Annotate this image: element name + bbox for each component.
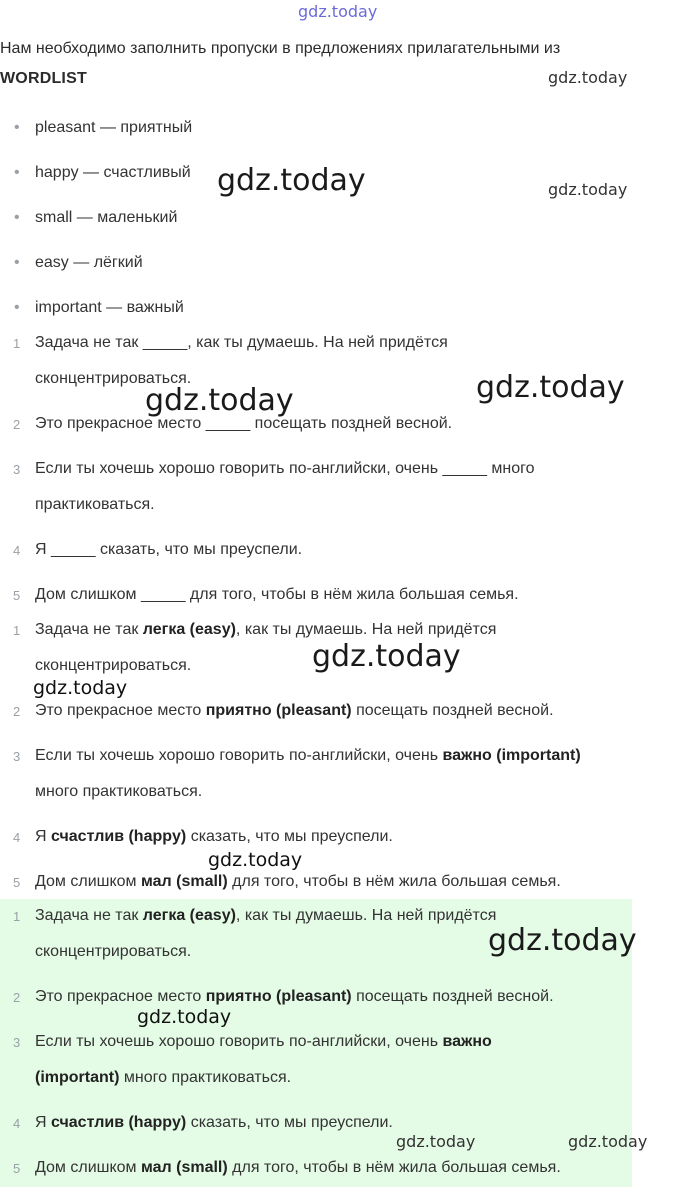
task-item [35, 406, 675, 442]
watermark: gdz.today [312, 639, 461, 674]
wordlist-item: important — важный [35, 299, 184, 316]
wordlist-item: happy — счастливый [35, 164, 191, 181]
task-item [35, 451, 675, 523]
wordlist-item: easy — лёгкий [35, 254, 143, 271]
answer-text: для того, чтобы в нём жила большая семья. [227, 873, 561, 890]
item-number: 3 [13, 462, 21, 477]
item-number: 4 [13, 543, 21, 558]
watermark: gdz.today [488, 923, 637, 958]
answer-word: счастлив (happy) [51, 828, 187, 845]
answer-item [35, 1150, 675, 1186]
answer-text: много практиковаться. [119, 1069, 292, 1086]
task-text: Дом слишком _____ для того, чтобы в нём жила большая семья. [35, 586, 519, 603]
watermark: gdz.today [137, 1006, 232, 1028]
task-item [35, 532, 675, 568]
item-number: 5 [13, 588, 21, 603]
watermark: gdz.today [208, 849, 303, 871]
answer-item [35, 979, 675, 1015]
answer-item [35, 819, 675, 855]
task-text: Задача не так _____, как ты думаешь. На ней придётся [35, 334, 448, 351]
watermark: gdz.today [33, 677, 128, 699]
answer-word: легка (easy) [142, 621, 236, 638]
watermark: gdz.today [396, 1132, 476, 1151]
watermark: gdz.today [548, 68, 628, 87]
answer-word: счастлив (happy) [51, 1114, 187, 1131]
answer-text: много практиковаться. [35, 783, 203, 800]
item-number: 2 [13, 417, 21, 432]
wordlist-label: WORDLIST [0, 70, 87, 87]
watermark: gdz.today [548, 180, 628, 199]
item-number: 5 [13, 875, 21, 890]
answer-text: Это прекрасное место [35, 702, 206, 719]
answer-word: приятно (pleasant) [205, 988, 352, 1005]
answer-text: Задача не так [35, 621, 143, 638]
answer-word: (important) [35, 1069, 120, 1086]
answer-item [35, 738, 675, 810]
answer-text: Я [35, 1114, 51, 1131]
intro-text: Нам необходимо заполнить пропуски в предложениях прилагательными из [0, 40, 561, 57]
item-number: 5 [13, 1161, 21, 1176]
item-number: 1 [13, 623, 21, 638]
wordlist-item: small — маленький [35, 209, 178, 226]
task-text: Если ты хочешь хорошо говорить по-английски, очень _____ много [35, 460, 535, 477]
watermark: gdz.today [568, 1132, 648, 1151]
answer-word: важно (important) [442, 747, 581, 764]
answer-text: для того, чтобы в нём жила большая семья. [227, 1159, 561, 1176]
answer-text: сказать, что мы преуспели. [186, 1114, 393, 1131]
item-number: 3 [13, 1035, 21, 1050]
bullet: • [14, 254, 20, 271]
answer-text: посещать поздней весной. [351, 702, 554, 719]
answer-word: легка (easy) [142, 907, 236, 924]
bullet: • [14, 164, 20, 181]
answer-text: , как ты думаешь. На ней придётся [235, 621, 497, 638]
answer-text: Я [35, 828, 51, 845]
watermark: gdz.today [217, 163, 366, 198]
item-number: 4 [13, 830, 21, 845]
bullet: • [14, 209, 20, 226]
answer-text: Если ты хочешь хорошо говорить по-английски, очень [35, 1033, 443, 1050]
answer-text: сконцентрироваться. [35, 657, 192, 674]
task-text: Это прекрасное место _____ посещать поздней весной. [35, 415, 453, 432]
task-text: практиковаться. [35, 496, 155, 513]
watermark: gdz.today [298, 2, 378, 21]
item-number: 2 [13, 990, 21, 1005]
answer-text: Дом слишком [35, 873, 141, 890]
answer-word: мал (small) [141, 1159, 228, 1176]
item-number: 1 [13, 336, 21, 351]
answer-text: Дом слишком [35, 1159, 141, 1176]
item-number: 3 [13, 749, 21, 764]
task-item [35, 577, 675, 613]
answer-text: , как ты думаешь. На ней придётся [235, 907, 497, 924]
answer-word: мал (small) [141, 873, 228, 890]
answer-text: Это прекрасное место [35, 988, 206, 1005]
watermark: gdz.today [476, 370, 625, 405]
bullet: • [14, 119, 20, 136]
item-number: 1 [13, 909, 21, 924]
item-number: 2 [13, 704, 21, 719]
answer-item [35, 693, 675, 729]
answer-text: посещать поздней весной. [351, 988, 554, 1005]
watermark: gdz.today [145, 383, 294, 418]
answer-text: Если ты хочешь хорошо говорить по-английски, очень [35, 747, 443, 764]
answer-word: приятно (pleasant) [205, 702, 352, 719]
answer-word: важно [442, 1033, 492, 1050]
task-text: Я _____ сказать, что мы преуспели. [35, 541, 303, 558]
task-text: сконцентрироваться. [35, 370, 192, 387]
wordlist-item: pleasant — приятный [35, 119, 193, 136]
answer-item [35, 1024, 675, 1096]
answer-text: сказать, что мы преуспели. [186, 828, 393, 845]
item-number: 4 [13, 1116, 21, 1131]
answer-text: сконцентрироваться. [35, 943, 192, 960]
bullet: • [14, 299, 20, 316]
answer-text: Задача не так [35, 907, 143, 924]
answer-item [35, 864, 675, 900]
